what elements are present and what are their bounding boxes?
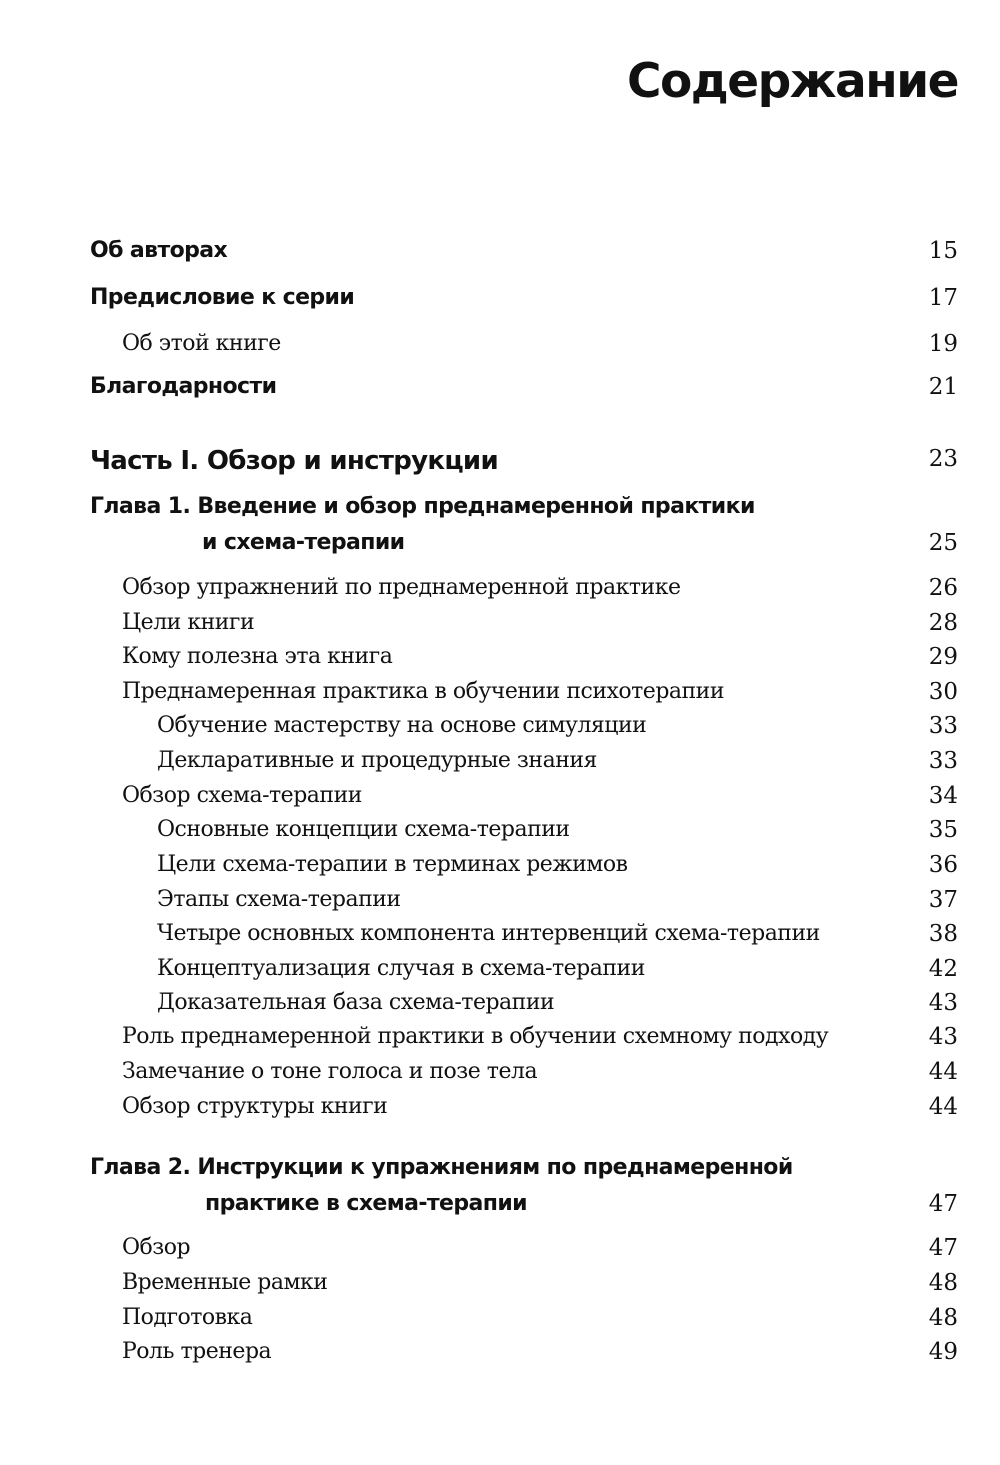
toc-page-number: 28 (928, 610, 958, 636)
toc-entry-title: Обзор (122, 1235, 191, 1260)
toc-page-number: 21 (928, 374, 958, 400)
toc-page-number: 37 (928, 887, 958, 913)
toc-chapter-title-line2: практике в схема-терапии (205, 1191, 527, 1216)
toc-page-number: 47 (928, 1191, 958, 1217)
toc-entry-title: Об этой книге (122, 331, 281, 356)
toc-entry-title: Об авторах (90, 238, 228, 263)
toc-page-number: 29 (928, 644, 958, 670)
toc-entry-title: Роль преднамеренной практики в обучении схемному подходу (122, 1024, 829, 1049)
toc-entry-title: Этапы схема-терапии (157, 887, 401, 912)
toc-entry-title: Обзор схема-терапии (122, 783, 362, 808)
toc-page-number: 23 (928, 446, 958, 472)
toc-entry-chapter-1[interactable] (0, 494, 1000, 564)
toc-page-number: 44 (928, 1094, 958, 1120)
toc-entry-chapter-2[interactable] (0, 1155, 1000, 1225)
toc-page-number: 33 (928, 748, 958, 774)
page-title: Содержание (626, 54, 958, 109)
toc-entry-title: Обзор упражнений по преднамеренной практике (122, 575, 681, 600)
toc-entry-title: Кому полезна эта книга (122, 644, 393, 669)
toc-page-number: 30 (928, 679, 958, 705)
toc-page-number: 47 (928, 1235, 958, 1261)
toc-page-number: 26 (928, 575, 958, 601)
toc-entry-title: Цели книги (122, 610, 255, 635)
toc-chapter-title-line1: Глава 2. Инструкции к упражнениям по преднамеренной (90, 1155, 793, 1180)
toc-entry-title: Четыре основных компонента интервенций схема-терапии (157, 921, 820, 946)
toc-page-number: 36 (928, 852, 958, 878)
toc-entry-title: Преднамеренная практика в обучении психотерапии (122, 679, 725, 704)
toc-entry-title: Подготовка (122, 1305, 253, 1330)
toc-chapter-title-line2: и схема-терапии (202, 530, 405, 555)
toc-page-number: 44 (928, 1059, 958, 1085)
toc-entry-title: Обучение мастерству на основе симуляции (157, 713, 647, 738)
toc-page-number: 43 (928, 990, 958, 1016)
toc-entry-title: Благодарности (90, 374, 277, 399)
toc-entry-title: Доказательная база схема-терапии (157, 990, 555, 1015)
toc-chapter-title-line1: Глава 1. Введение и обзор преднамеренной практики (90, 494, 755, 519)
toc-page-number: 17 (928, 285, 958, 311)
toc-page-number: 25 (928, 530, 958, 556)
toc-entry-title: Концептуализация случая в схема-терапии (157, 956, 645, 981)
toc-part-title: Часть I. Обзор и инструкции (90, 446, 498, 476)
toc-page-number: 35 (928, 817, 958, 843)
toc-page-number: 19 (928, 331, 958, 357)
toc-entry-title: Обзор структуры книги (122, 1094, 388, 1119)
toc-page-number: 34 (928, 783, 958, 809)
toc-entry-title: Цели схема-терапии в терминах режимов (157, 852, 628, 877)
toc-entry-title: Основные концепции схема-терапии (157, 817, 570, 842)
toc-entry-title: Декларативные и процедурные знания (157, 748, 597, 773)
toc-page-number: 33 (928, 713, 958, 739)
toc-page-number: 15 (928, 238, 958, 264)
toc-entry-title: Временные рамки (122, 1270, 328, 1295)
toc-page-number: 43 (928, 1024, 958, 1050)
toc-entry-title: Предисловие к серии (90, 285, 355, 310)
toc-page-number: 48 (928, 1305, 958, 1331)
toc-page-number: 49 (928, 1339, 958, 1365)
toc-entry-title: Роль тренера (122, 1339, 272, 1364)
toc-page-number: 48 (928, 1270, 958, 1296)
toc-entry-title: Замечание о тоне голоса и позе тела (122, 1059, 538, 1084)
toc-page-number: 38 (928, 921, 958, 947)
toc-page-number: 42 (928, 956, 958, 982)
